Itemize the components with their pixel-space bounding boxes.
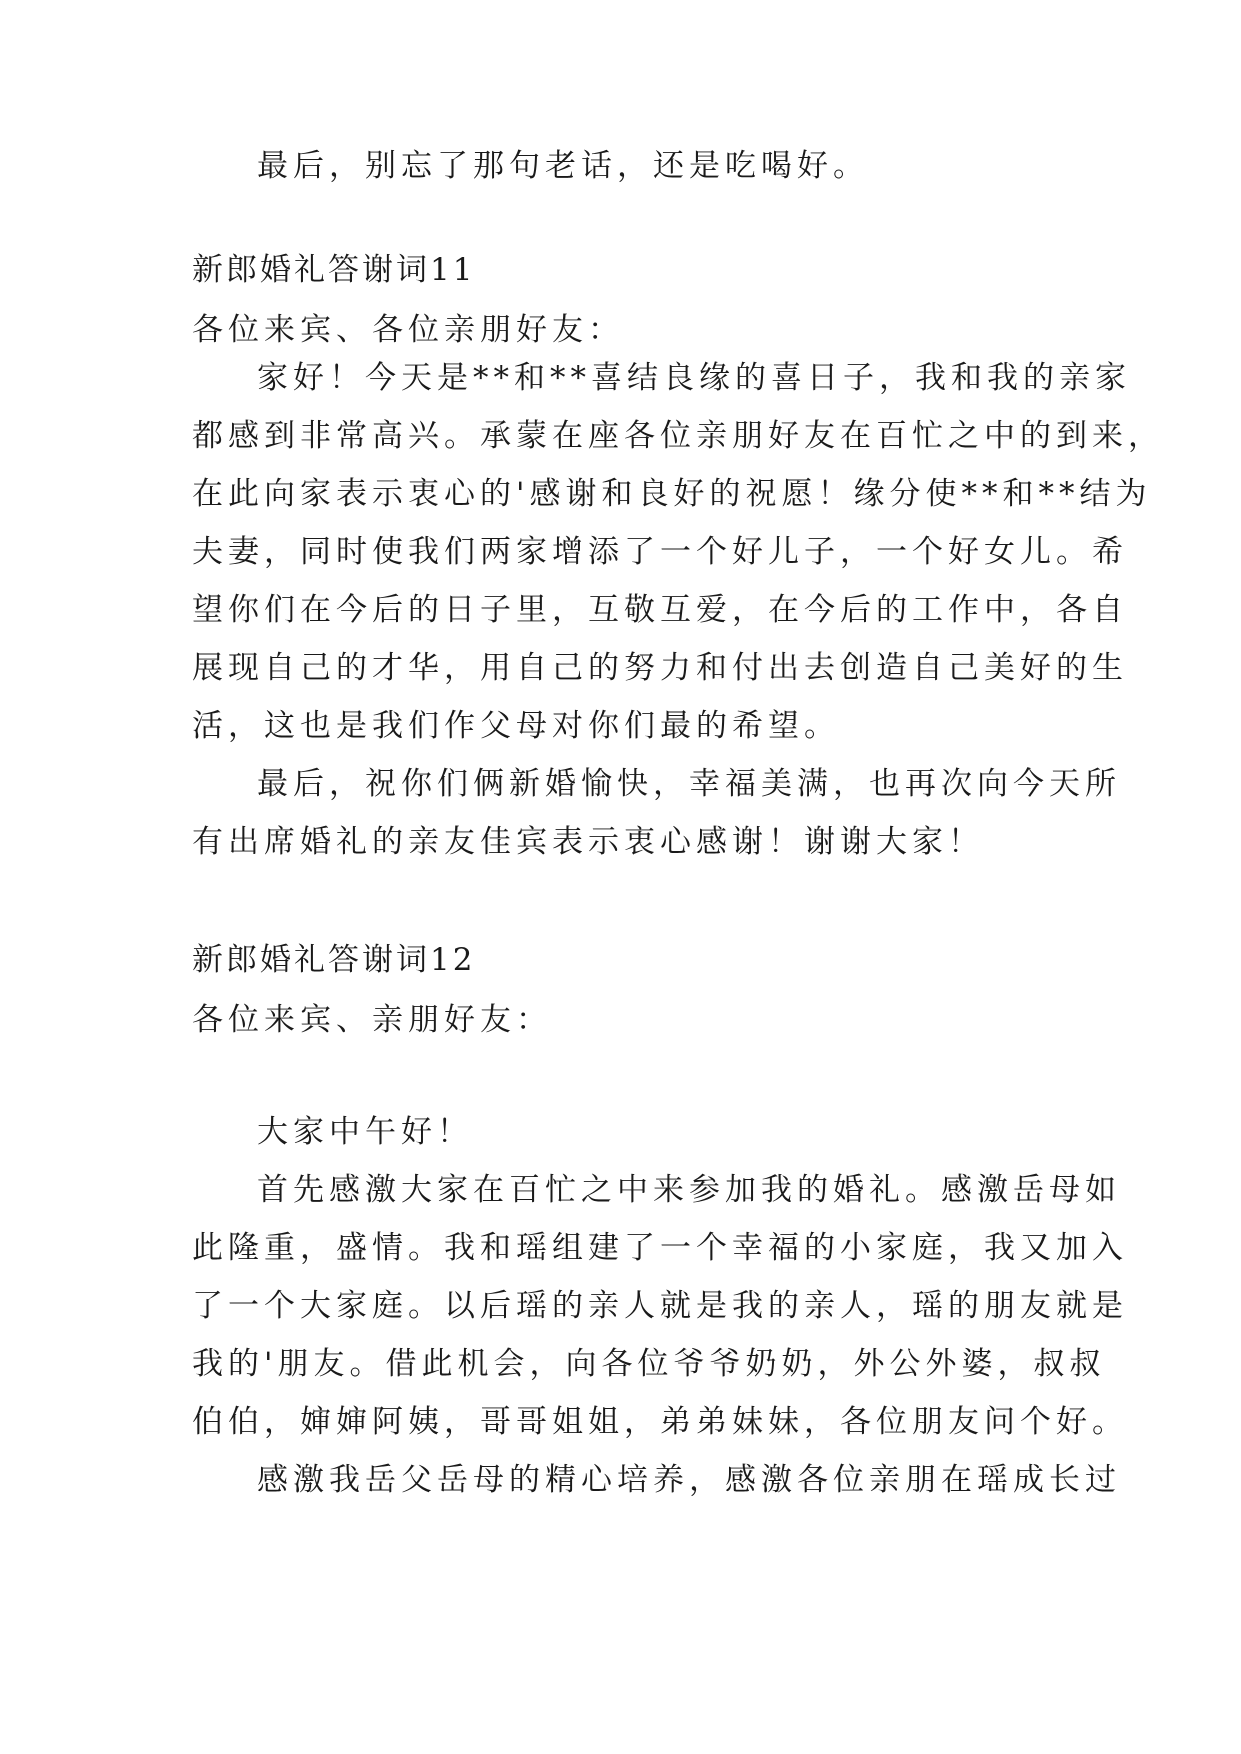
- closing-line: 最后，别忘了那句老话，还是吃喝好。: [257, 148, 869, 184]
- greeting: 大家中午好！: [257, 1114, 473, 1150]
- paragraph-line: 望你们在今后的日子里，互敬互爱，在今后的工作中，各自: [192, 592, 1128, 628]
- paragraph-line: 了一个大家庭。以后瑶的亲人就是我的亲人，瑶的朋友就是: [192, 1288, 1128, 1324]
- paragraph-line: 最后，祝你们俩新婚愉快，幸福美满，也再次向今天所: [257, 766, 1121, 802]
- paragraph-line: 都感到非常高兴。承蒙在座各位亲朋好友在百忙之中的到来，: [192, 418, 1164, 454]
- paragraph-line: 夫妻，同时使我们两家增添了一个好儿子，一个好女儿。希: [192, 534, 1128, 570]
- paragraph-line: 活，这也是我们作父母对你们最的希望。: [192, 708, 840, 744]
- paragraph-line: 感激我岳父岳母的精心培养，感激各位亲朋在瑶成长过: [257, 1462, 1121, 1498]
- paragraph-line: 首先感激大家在百忙之中来参加我的婚礼。感激岳母如: [257, 1172, 1121, 1208]
- section-title: 新郎婚礼答谢词11: [192, 252, 476, 288]
- salutation: 各位来宾、亲朋好友：: [192, 1002, 552, 1038]
- paragraph-line: 我的'朋友。借此机会，向各位爷爷奶奶，外公外婆，叔叔: [192, 1346, 1106, 1382]
- paragraph-line: 在此向家表示衷心的'感谢和良好的祝愿！缘分使**和**结为: [192, 476, 1152, 512]
- section-title: 新郎婚礼答谢词12: [192, 942, 476, 978]
- salutation: 各位来宾、各位亲朋好友：: [192, 312, 624, 348]
- paragraph-line: 家好！今天是**和**喜结良缘的喜日子，我和我的亲家: [257, 360, 1131, 396]
- paragraph-line: 此隆重，盛情。我和瑶组建了一个幸福的小家庭，我又加入: [192, 1230, 1128, 1266]
- paragraph-line: 伯伯，婶婶阿姨，哥哥姐姐，弟弟妹妹，各位朋友问个好。: [192, 1404, 1128, 1440]
- paragraph-line: 展现自己的才华，用自己的努力和付出去创造自己美好的生: [192, 650, 1128, 686]
- paragraph-line: 有出席婚礼的亲友佳宾表示衷心感谢！谢谢大家！: [192, 824, 984, 860]
